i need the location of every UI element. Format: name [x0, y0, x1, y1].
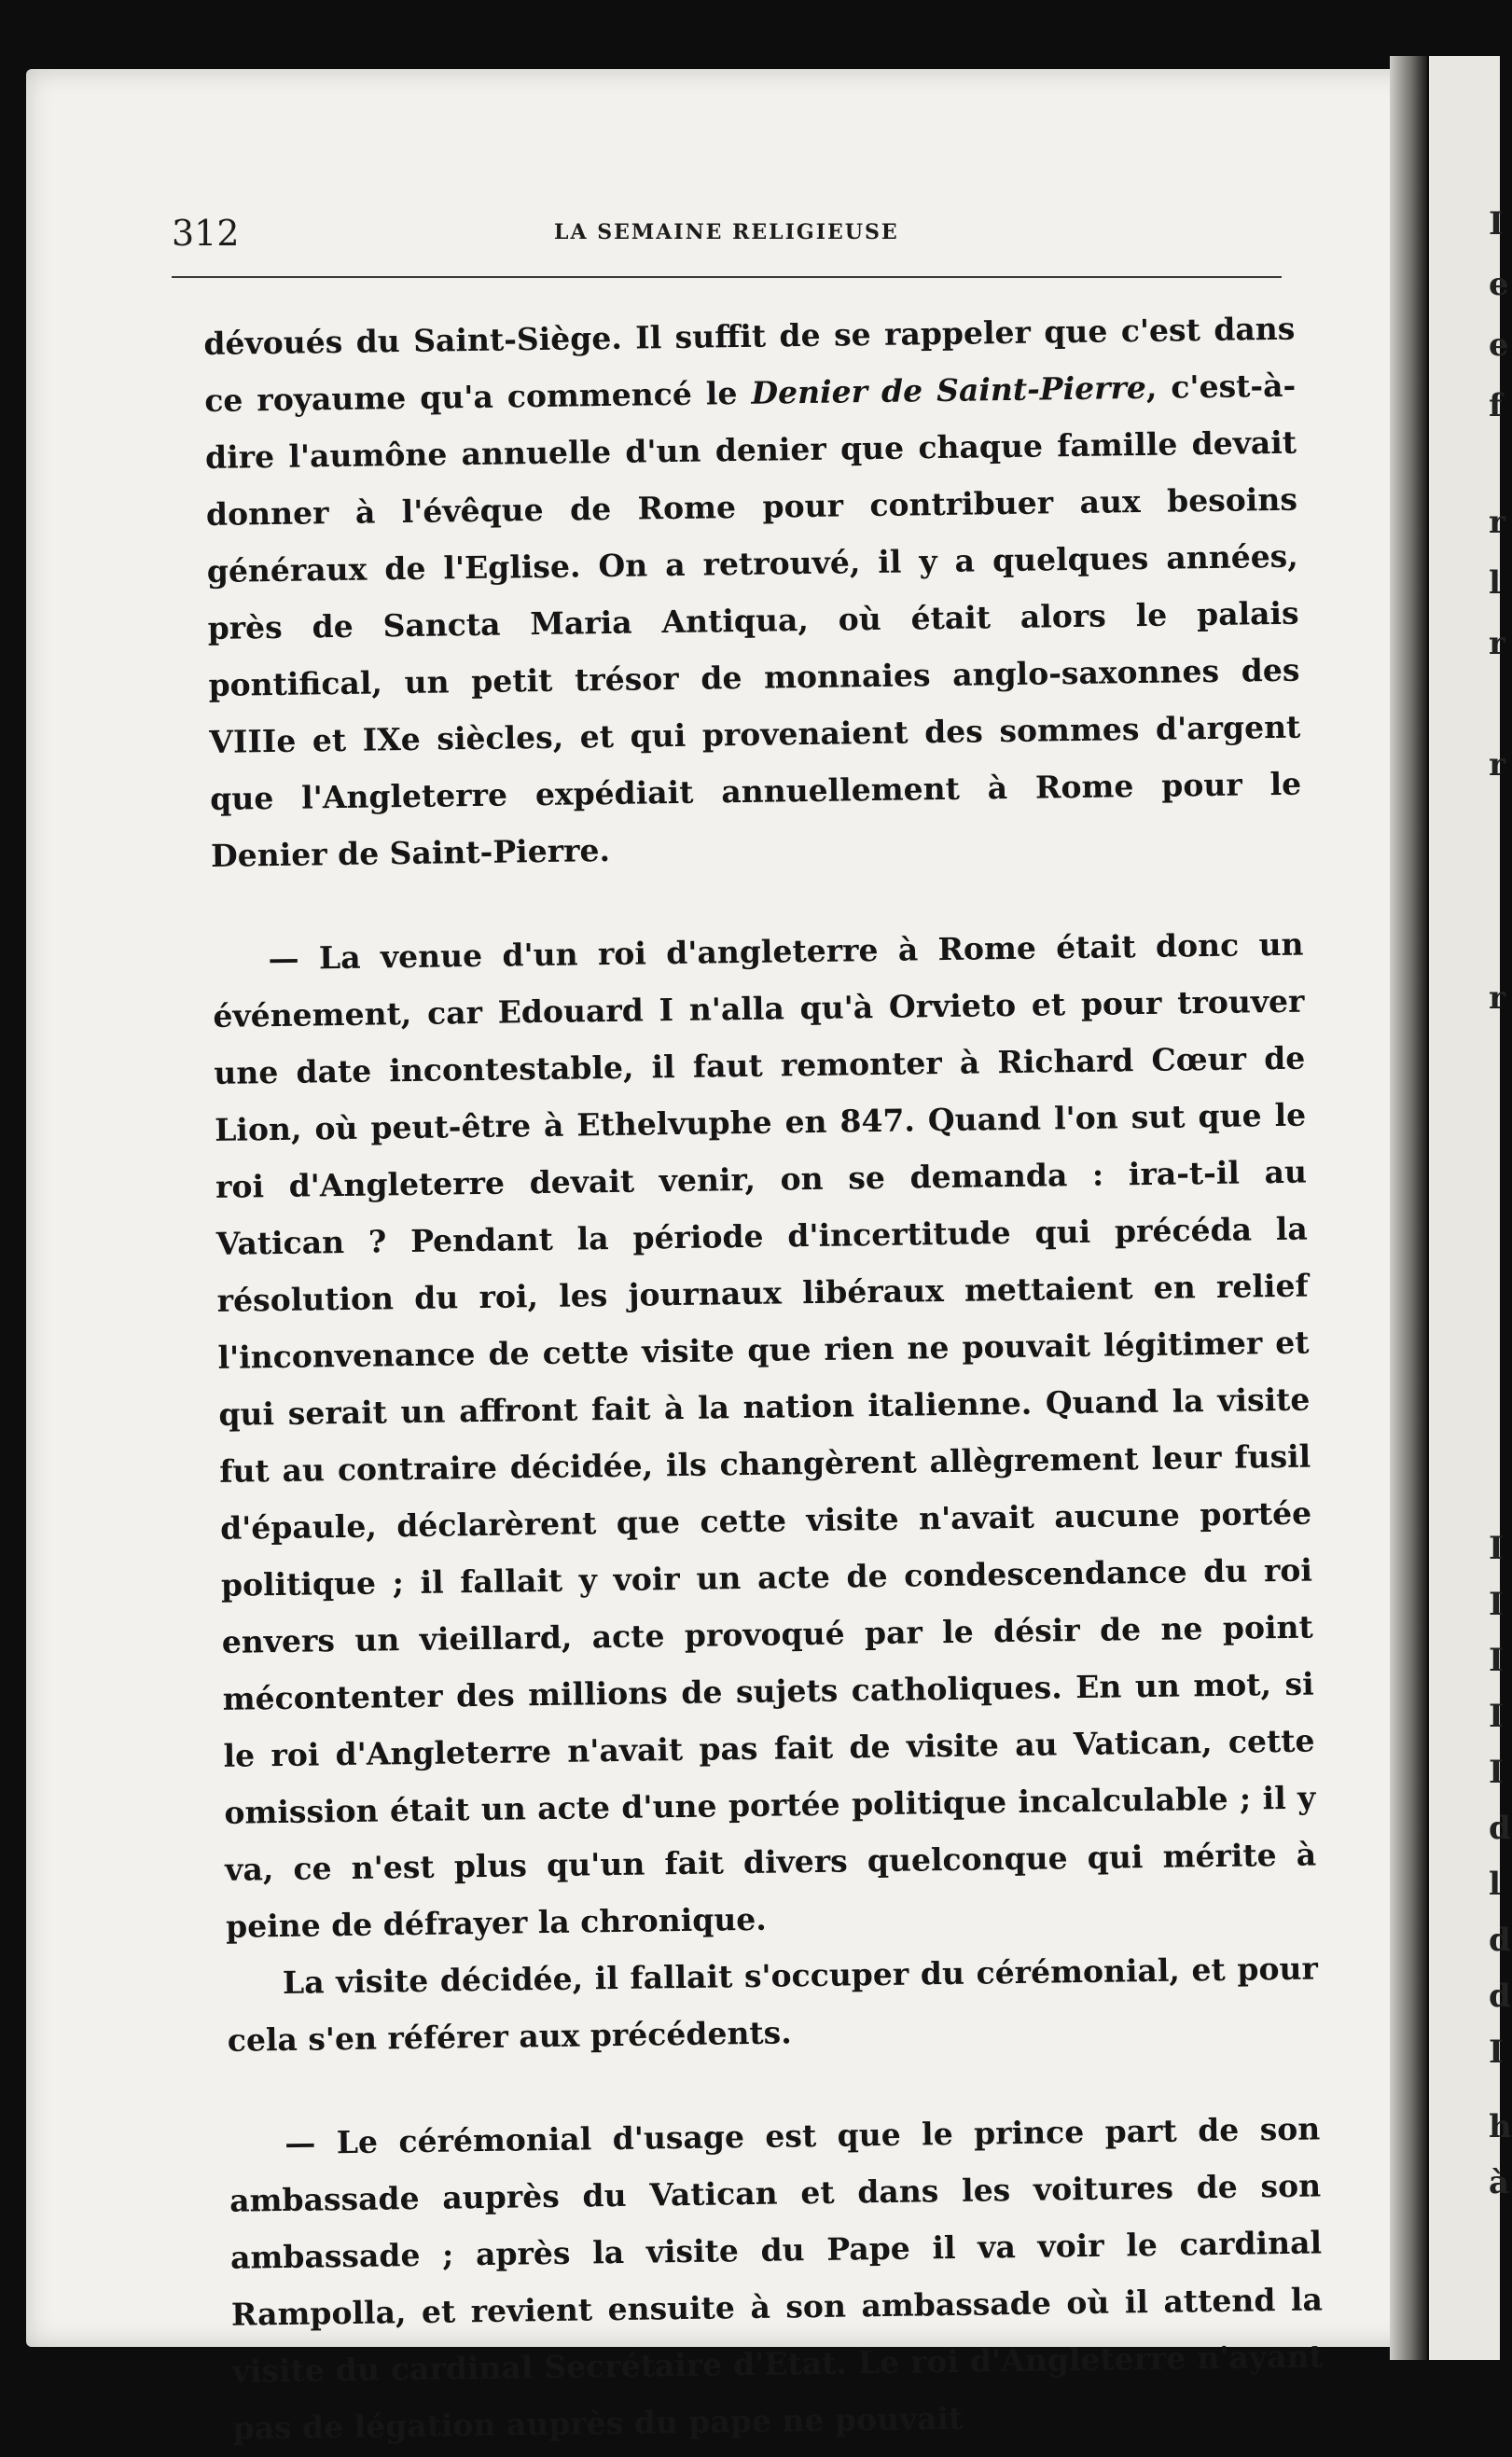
paragraph — [203, 300, 1302, 884]
adjacent-page-letter: l — [1489, 1866, 1501, 1903]
adjacent-page-letter: I — [1489, 205, 1504, 243]
adjacent-page-letter: r — [1489, 979, 1505, 1017]
adjacent-page-letter: I — [1489, 1586, 1504, 1623]
paragraph: La visite décidée, il fallait s'occuper du cérémonial, et pour cela s'en référer aux précédents. — [227, 1950, 1319, 2059]
running-title: LA SEMAINE RELIGIEUSE — [554, 220, 899, 244]
header-rule — [172, 276, 1282, 278]
adjacent-page-letter: I — [1489, 1698, 1504, 1735]
adjacent-page-letter: r — [1489, 625, 1505, 662]
adjacent-page-letter: d — [1489, 1810, 1511, 1847]
adjacent-page-letter: à — [1489, 2164, 1510, 2201]
page-fold-shadow — [1390, 56, 1427, 2360]
adjacent-page-letter: I — [1489, 1530, 1504, 1567]
adjacent-page-strip — [1429, 56, 1512, 2360]
adjacent-page-letter: I — [1489, 1754, 1504, 1791]
adjacent-page-letter: l — [1489, 564, 1501, 602]
paragraph-text: dévoués du Saint-Siège. Il suffit de se rappeler que c'est dans ce royaume qu'a commencé le — [203, 310, 1296, 419]
adjacent-page-letter: e — [1489, 326, 1509, 364]
page-number: 312 — [172, 213, 240, 254]
article-body — [203, 300, 1325, 2457]
adjacent-page-letter: e — [1489, 266, 1509, 303]
paragraph: — La venue d'un roi d'angleterre à Rome était donc un événement, car Edouard I n'alla qu'à Orvieto et pour trouver une date incontestable, il faut remonter à Richard Cœur de Lion, où peut-être à Ethelvuphe en 847. Quand l'on sut que le roi d'Angleterre devait venir, on se demanda : ira-t-il au Vatican ? Pendant la période d'incertitude qui précéda la résolution du roi, les journaux libéraux mettaient en relief l'inconvenance de cette visite que rien ne pouvait légitimer et qui serait un affront fait à la nation italienne. Quand la visite fut au contraire décidée, ils changèrent allègrement leur fusil d'épaule, déclarèrent que cette visite n'avait aucune portée politique ; il fallait y voir un acte de condescendance du roi envers un vieillard, acte provoqué par le désir de ne point mécontenter des millions de sujets catholiques. En un mot, si le roi d'Angleterre n'avait pas fait de visite au Vatican, cette omission était un acte d'une portée politique incalculable ; il y va, ce n'est plus qu'un fait divers quelconque qui mérite à peine de défrayer la chronique. — [213, 925, 1317, 1945]
adjacent-page-letter: I — [1489, 1642, 1504, 1679]
paragraph: — Le cérémonial d'usage est que le prince part de son ambassade auprès du Vatican et dans les voitures de son ambassade ; après la visite du Pape il va voir le cardinal Rampolla, et revient ensuite à son ambassade où il attend la visite du cardinal Secrétaire d'Etat. Le roi d'Angleterre n'ayant pas de légation auprès du pape ne pouvait — [229, 2110, 1324, 2447]
adjacent-page-letter: r — [1489, 746, 1505, 784]
paragraph-text: , c'est-à-dire l'aumône annuelle d'un denier que chaque famille devait donner à l'évêque de Rome pour contribuer aux besoins généraux de l'Eglise. On a retrouvé, il y a quelques années, près de Sancta Maria Antiqua, où était alors le palais pontifical, un petit trésor de monnaies anglo-saxonnes des VIIIe et IXe siècles, et qui provenaient des sommes d'argent que l'Angleterre expédiait annuellement à Rome pour le Denier de Saint-Pierre. — [204, 367, 1302, 874]
page-header — [172, 147, 1282, 254]
italic-title: Denier de Saint-Pierre — [751, 368, 1147, 411]
adjacent-page-letter: d — [1489, 1922, 1511, 1959]
adjacent-page-letter: d — [1489, 1978, 1511, 2015]
adjacent-page-letter: I — [1489, 2034, 1504, 2071]
adjacent-page-letter: h — [1489, 2108, 1512, 2145]
adjacent-page-letter: f — [1489, 387, 1503, 424]
adjacent-page-letter: r — [1489, 504, 1505, 541]
